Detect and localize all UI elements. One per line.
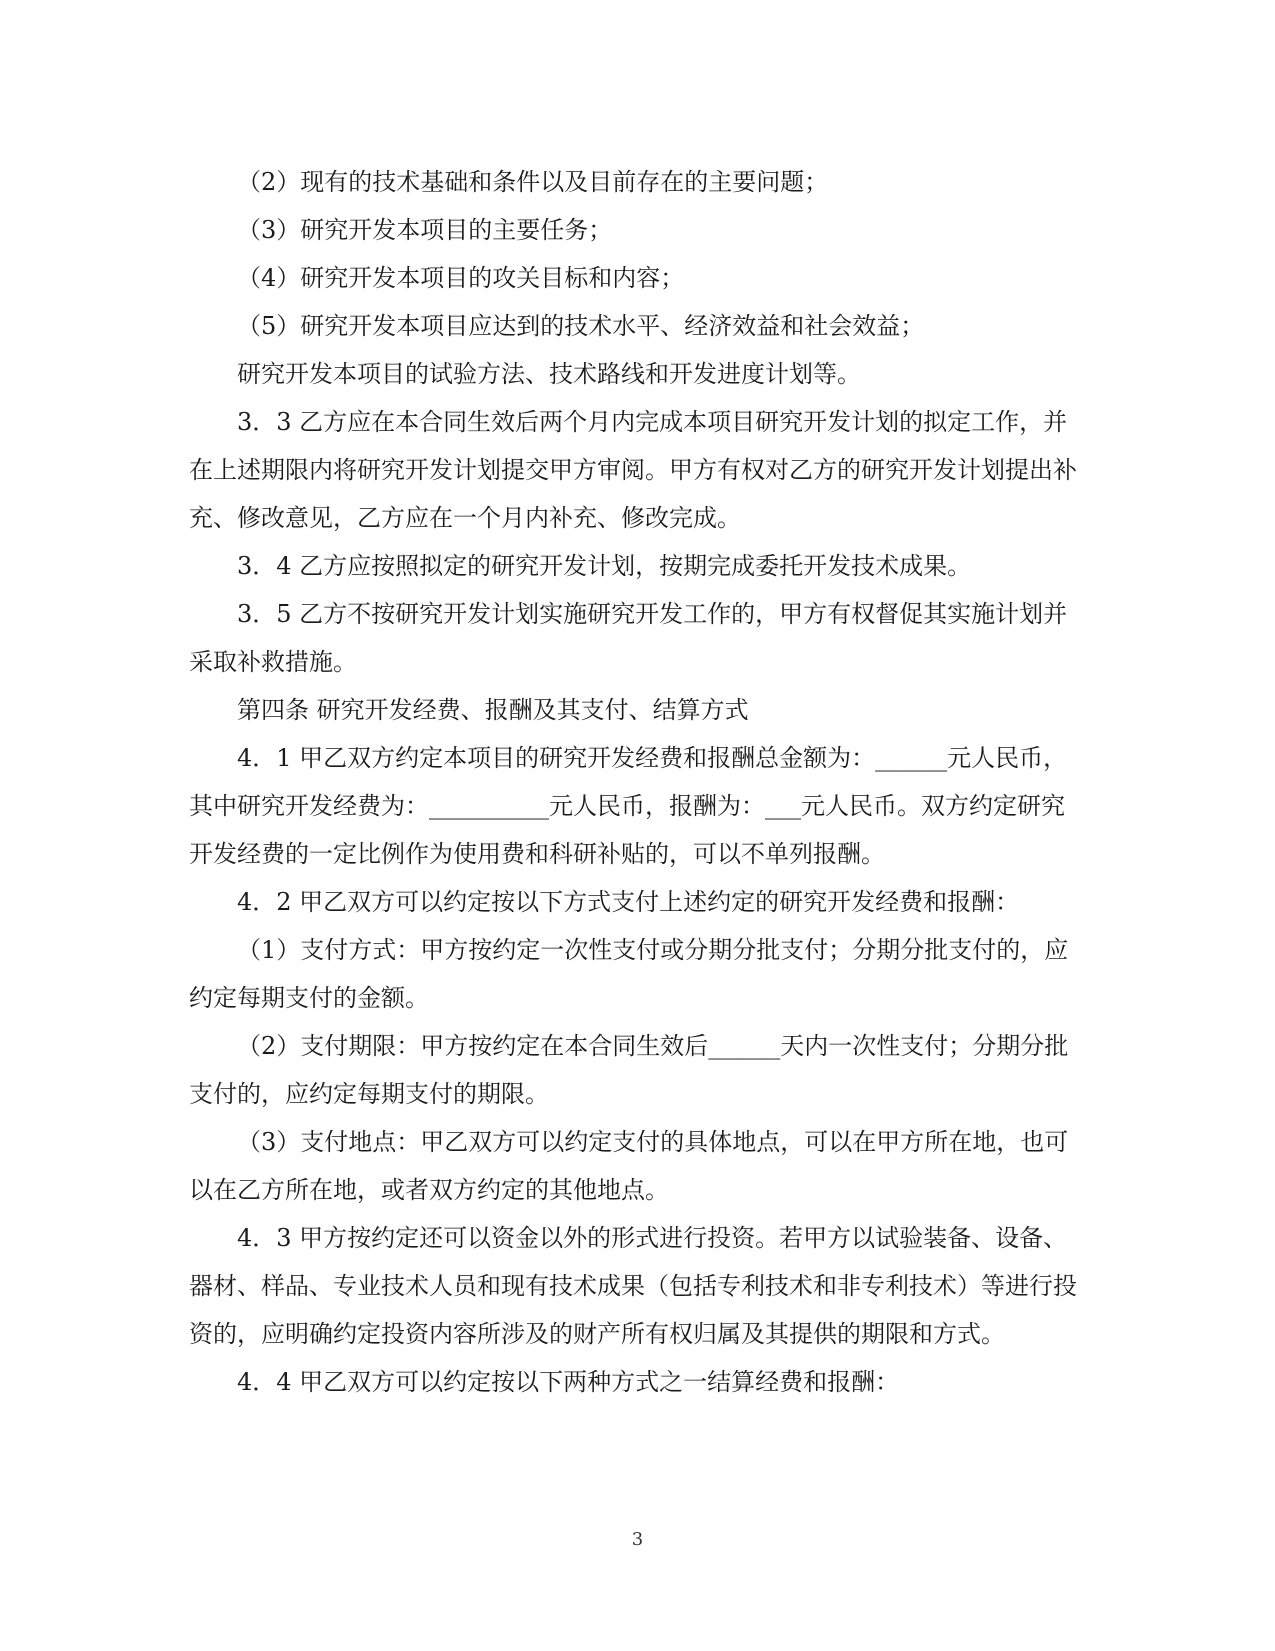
paragraph-item-5: （5）研究开发本项目应达到的技术水平、经济效益和社会效益； — [237, 312, 925, 340]
paragraph-item-4: （4）研究开发本项目的攻关目标和内容； — [237, 264, 685, 292]
paragraph-payment-term: （2）支付期限：甲方按约定在本合同生效后______天内一次性支付；分期分批支付的，应约定每期支付的期限。 — [189, 1032, 1069, 1108]
paragraph-clause-4-2: 4．2 甲乙双方可以约定按以下方式支付上述约定的研究开发经费和报酬： — [237, 888, 1020, 916]
paragraph-item-3: （3）研究开发本项目的主要任务； — [237, 216, 613, 244]
paragraph-clause-3-3: 3．3 乙方应在本合同生效后两个月内完成本项目研究开发计划的拟定工作，并在上述期限内将研究开发计划提交甲方审阅。甲方有权对乙方的研究开发计划提出补充、修改意见，乙方应在一个月内补充、修改完成。 — [189, 408, 1077, 532]
paragraph-payment-location: （3）支付地点：甲乙双方可以约定支付的具体地点，可以在甲方所在地，也可以在乙方所在地，或者双方约定的其他地点。 — [189, 1128, 1069, 1204]
section-heading-article-4: 第四条 研究开发经费、报酬及其支付、结算方式 — [237, 696, 749, 724]
page-number: 3 — [631, 1529, 644, 1550]
paragraph-test-methods: 研究开发本项目的试验方法、技术路线和开发进度计划等。 — [237, 360, 861, 388]
document-body — [189, 158, 1077, 1406]
paragraph-clause-3-4: 3．4 乙方应按照拟定的研究开发计划，按期完成委托开发技术成果。 — [237, 552, 972, 580]
paragraph-clause-4-1: 4．1 甲乙双方约定本项目的研究开发经费和报酬总金额为：______元人民币，其中研究开发经费为：__________元人民币，报酬为：___元人民币。双方约定研究开发经费的一定比例作为使用费和科研补贴的，可以不单列报酬。 — [189, 744, 1068, 868]
paragraph-item-2: （2）现有的技术基础和条件以及目前存在的主要问题； — [237, 168, 829, 196]
paragraph-payment-method: （1）支付方式：甲方按约定一次性支付或分期分批支付；分期分批支付的，应约定每期支付的金额。 — [189, 936, 1069, 1012]
paragraph-clause-3-5: 3．5 乙方不按研究开发计划实施研究开发工作的，甲方有权督促其实施计划并采取补救措施。 — [189, 600, 1068, 676]
paragraph-clause-4-4: 4．4 甲乙双方可以约定按以下两种方式之一结算经费和报酬： — [237, 1368, 900, 1396]
paragraph-clause-4-3: 4．3 甲方按约定还可以资金以外的形式进行投资。若甲方以试验装备、设备、器材、样品、专业技术人员和现有技术成果（包括专利技术和非专利技术）等进行投资的，应明确约定投资内容所涉及的财产所有权归属及其提供的期限和方式。 — [189, 1224, 1077, 1348]
